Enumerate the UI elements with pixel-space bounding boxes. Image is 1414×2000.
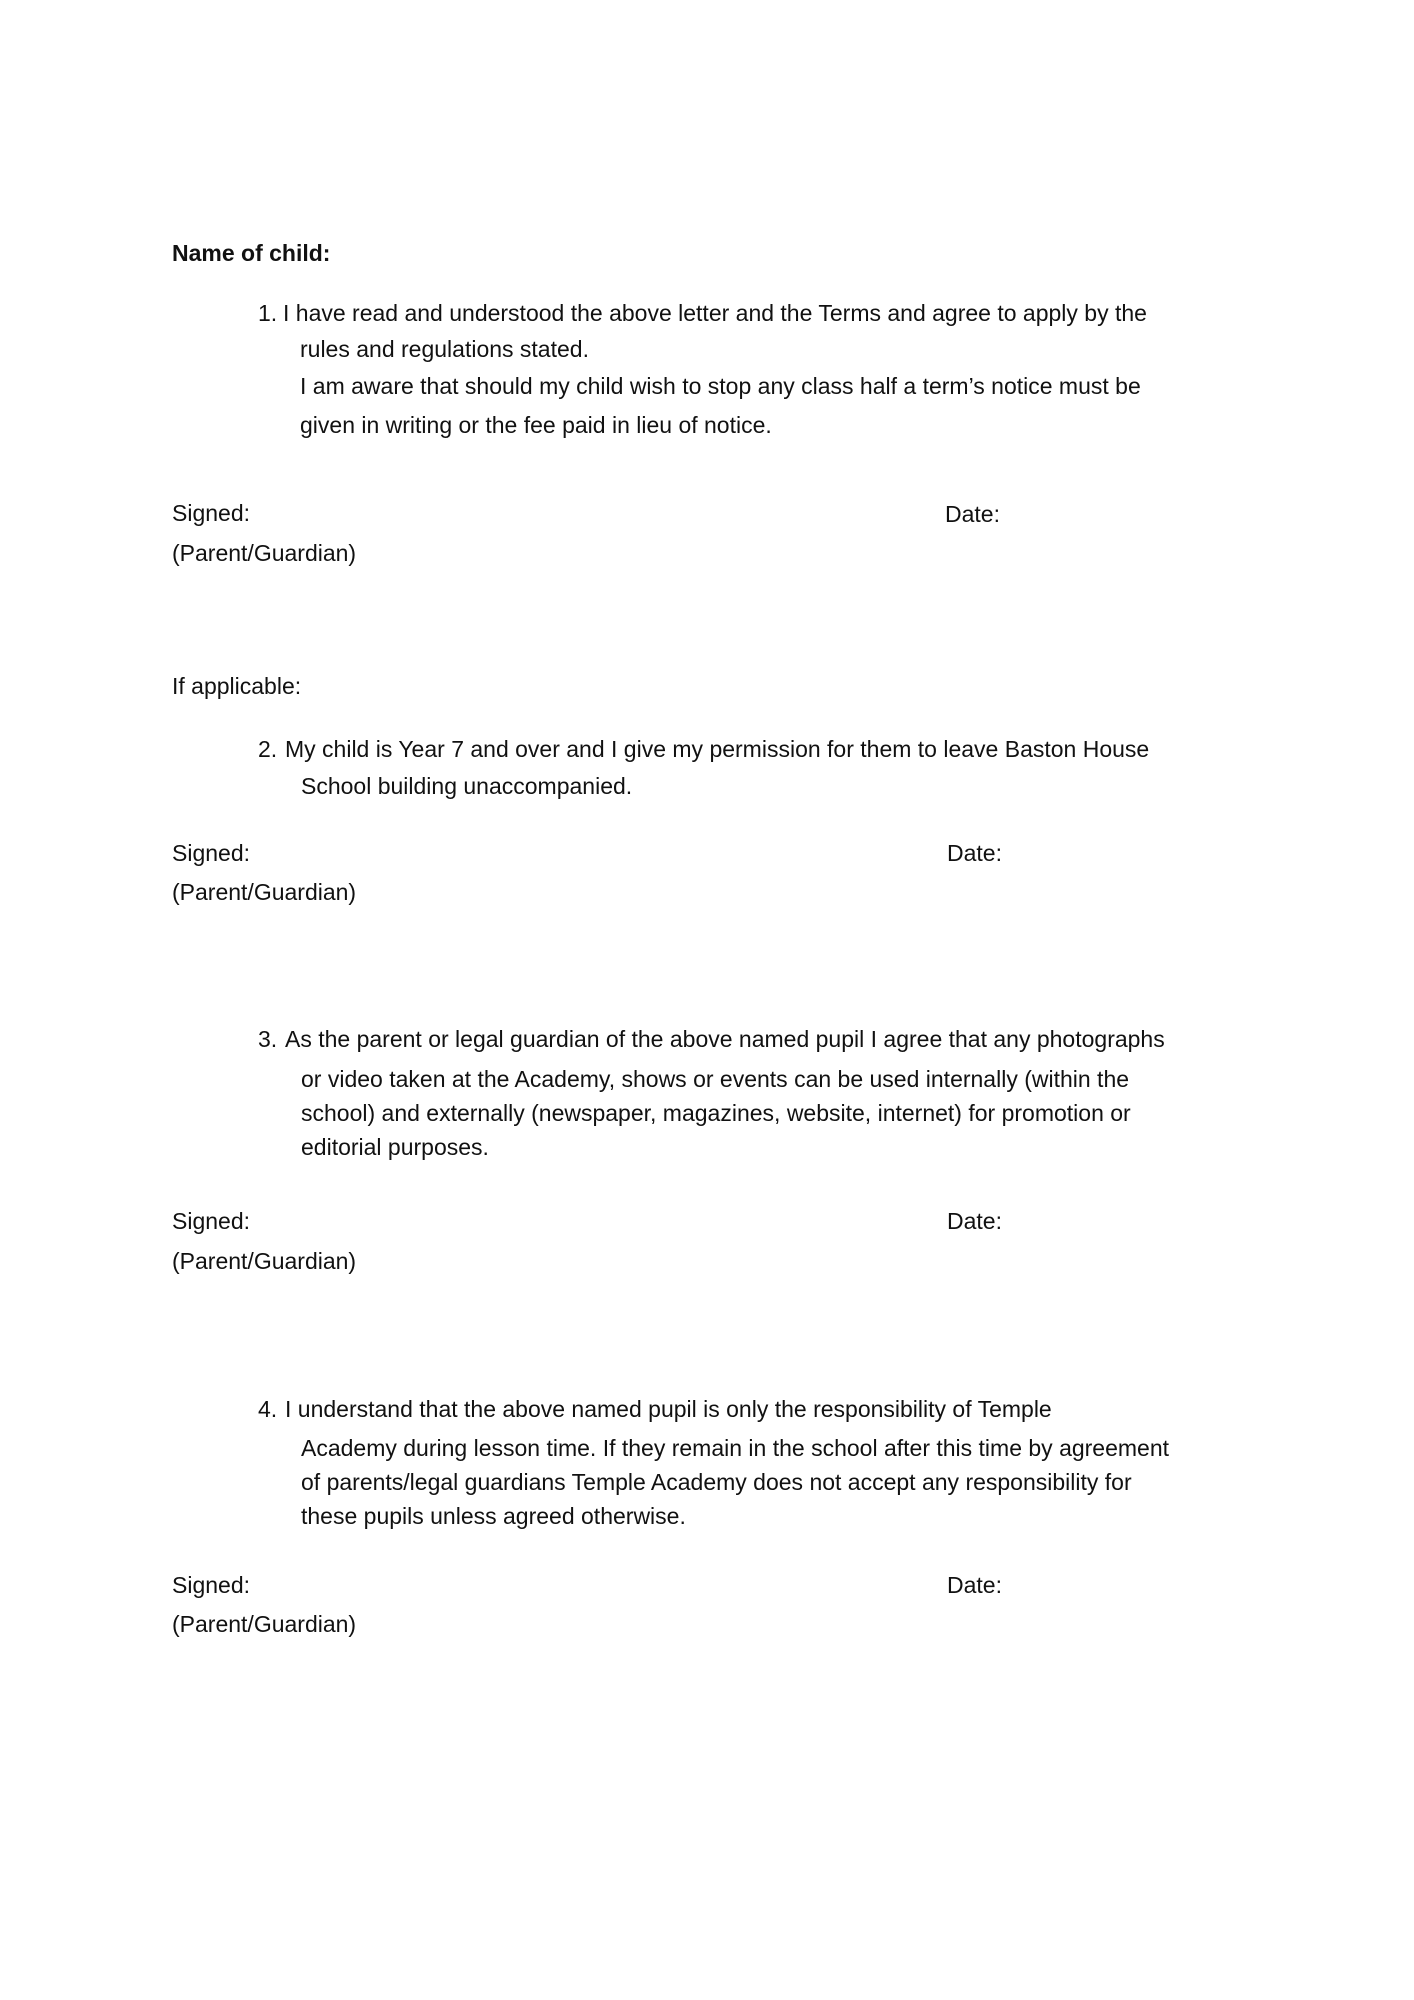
item-line: Academy during lesson time. If they remain in the school after this time by agreement (301, 1435, 1170, 1461)
item-line: As the parent or legal guardian of the above named pupil I agree that any photographs (285, 1026, 1165, 1052)
item-line: editorial purposes. (301, 1134, 489, 1160)
parent-guardian-label: (Parent/Guardian) (172, 540, 357, 566)
item-number: 2. (258, 736, 278, 762)
item-number: 1. (258, 300, 278, 326)
date-label: Date: (947, 840, 1002, 866)
date-label: Date: (947, 1572, 1002, 1598)
date-label: Date: (945, 501, 1000, 527)
parent-guardian-label: (Parent/Guardian) (172, 879, 357, 905)
item-line: I am aware that should my child wish to stop any class half a term’s notice must be (300, 373, 1141, 399)
item-line: school) and externally (newspaper, magazines, website, internet) for promotion or (301, 1100, 1131, 1126)
item-line: of parents/legal guardians Temple Academy does not accept any responsibility for (301, 1469, 1132, 1495)
date-label: Date: (947, 1208, 1002, 1234)
signed-label: Signed: (172, 840, 251, 866)
parent-guardian-label: (Parent/Guardian) (172, 1611, 357, 1637)
if-applicable-label: If applicable: (172, 673, 302, 699)
item-line: My child is Year 7 and over and I give my permission for them to leave Baston House (285, 736, 1150, 762)
item-line: I understand that the above named pupil is only the responsibility of Temple (285, 1396, 1052, 1422)
item-line: these pupils unless agreed otherwise. (301, 1503, 686, 1529)
item-number: 3. (258, 1026, 278, 1052)
item-line: I have read and understood the above letter and the Terms and agree to apply by the (283, 300, 1147, 326)
signed-label: Signed: (172, 500, 251, 526)
signed-label: Signed: (172, 1572, 251, 1598)
item-line: rules and regulations stated. (300, 336, 589, 362)
item-line: given in writing or the fee paid in lieu of notice. (300, 412, 772, 438)
name-of-child-label: Name of child: (172, 240, 331, 266)
parent-guardian-label: (Parent/Guardian) (172, 1248, 357, 1274)
signed-label: Signed: (172, 1208, 251, 1234)
item-line: or video taken at the Academy, shows or events can be used internally (within the (301, 1066, 1130, 1092)
item-line: School building unaccompanied. (301, 773, 633, 799)
item-number: 4. (258, 1396, 278, 1422)
